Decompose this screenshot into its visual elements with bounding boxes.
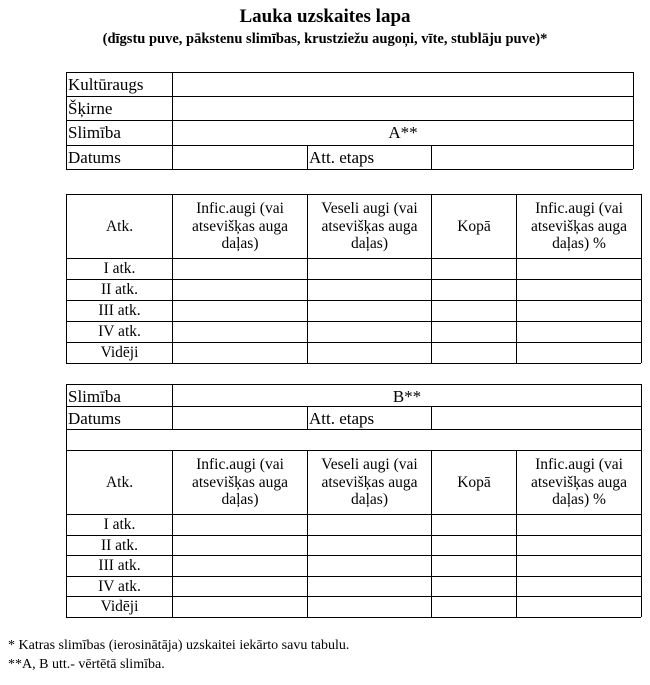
row-label: Vidēji xyxy=(100,344,139,362)
crop-input[interactable] xyxy=(173,73,632,95)
col-header-atk: Atk. xyxy=(105,217,134,235)
row-label-b: II atk. xyxy=(100,536,138,554)
stage-input[interactable] xyxy=(432,146,632,168)
disease-label-b: Slimība xyxy=(68,387,121,406)
col-header-total: Kopā xyxy=(457,217,491,235)
stage-label: Att. etaps xyxy=(309,148,375,167)
crop-label: Kultūraugs xyxy=(68,75,144,94)
date-label: Datums xyxy=(68,148,121,167)
row-label: II atk. xyxy=(100,281,138,299)
row-label-b: I atk. xyxy=(103,516,136,534)
row-label-b: III atk. xyxy=(98,557,141,575)
page-subtitle: (dīgstu puve, pākstenu slimības, krustziežu augoņi, vīte, stublāju puve)* xyxy=(102,31,548,47)
variety-label: Šķirne xyxy=(68,99,113,118)
col-header-infected-pct-b: Infic.augi (vai atsevišķas auga daļas) % xyxy=(531,455,627,509)
footnote-1: * Katras slimības (ierosinātāja) uzskaitei iekārto savu tabulu. xyxy=(8,638,350,653)
row-label: III atk. xyxy=(98,302,141,320)
col-header-atk-b: Atk. xyxy=(105,473,134,491)
disease-label: Slimība xyxy=(68,123,121,142)
disease-value-b: B** xyxy=(392,387,422,406)
stage-input-b[interactable] xyxy=(432,407,640,428)
col-header-infected-b: Infic.augi (vai atsevišķas auga daļas) xyxy=(192,455,288,509)
row-label: I atk. xyxy=(103,260,136,278)
col-header-healthy: Veseli augi (vai atsevišķas auga daļas) xyxy=(321,199,418,253)
variety-input[interactable] xyxy=(173,97,632,119)
date-label-b: Datums xyxy=(68,409,121,428)
page-title: Lauka uzskaites lapa xyxy=(239,6,411,27)
footnote-2: **A, B utt.- vērtētā slimība. xyxy=(8,657,165,672)
date-input-b[interactable] xyxy=(173,407,306,428)
date-input[interactable] xyxy=(173,146,306,168)
col-header-healthy-b: Veseli augi (vai atsevišķas auga daļas) xyxy=(321,455,418,509)
row-label: IV atk. xyxy=(98,323,141,341)
col-header-total-b: Kopā xyxy=(457,473,491,491)
col-header-infected-pct: Infic.augi (vai atsevišķas auga daļas) % xyxy=(531,199,627,253)
disease-value: A** xyxy=(388,123,418,142)
row-label-b: IV atk. xyxy=(98,577,141,595)
stage-label-b: Att. etaps xyxy=(309,409,375,428)
row-label-b: Vidēji xyxy=(100,598,139,616)
col-header-infected: Infic.augi (vai atsevišķas auga daļas) xyxy=(192,199,288,253)
